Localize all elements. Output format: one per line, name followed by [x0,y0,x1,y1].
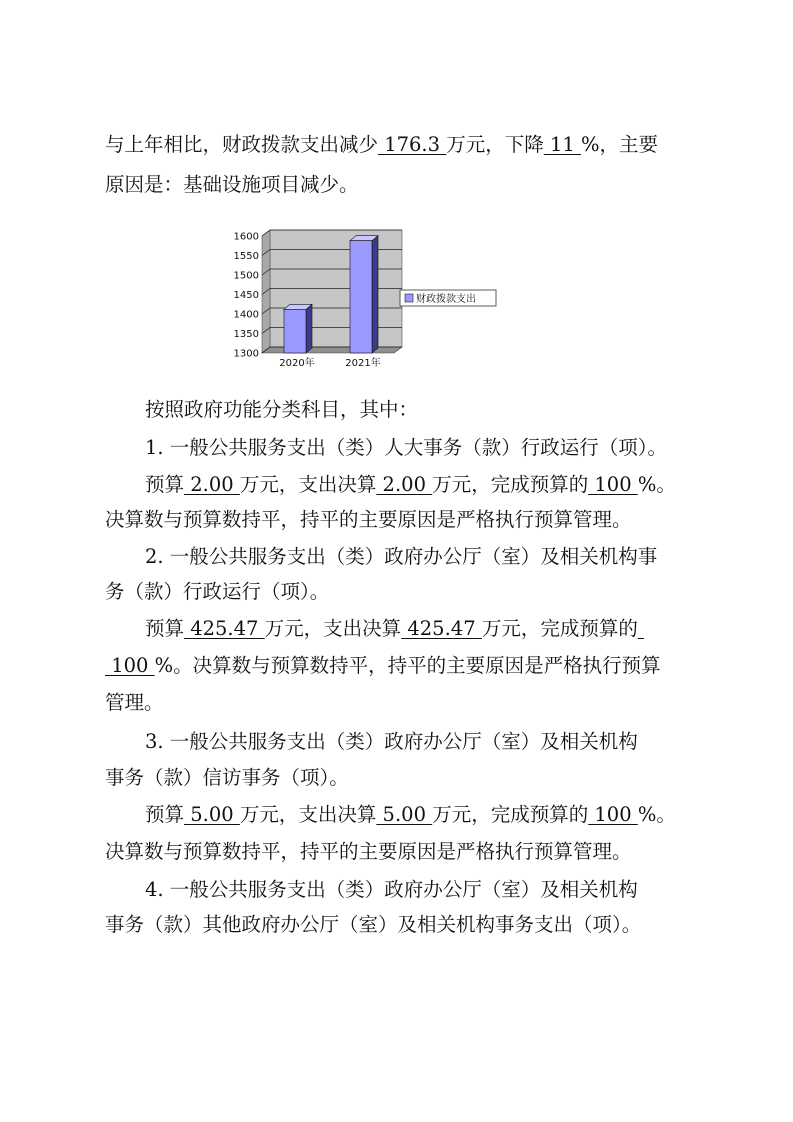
text: %。 [637,473,676,496]
y-tick-label: 1500 [233,270,259,282]
chart-svg [226,220,506,380]
item-2-heading-2: 务（款）行政运行（项）。 [105,580,330,603]
intro-text: 与上年相比，财政拨款支出减少 [105,133,379,156]
final-amount: 2.00 [376,473,433,496]
text: 万元，支出决算 [239,803,377,826]
budget-amount: 5.00 [184,803,240,826]
item-2-reason-end: 管理。 [105,691,164,714]
budget-amount: 425.47 [184,617,265,640]
item-3-budget-line [145,803,705,827]
intro-line-2: 原因是：基础设施项目减少。 [105,173,359,196]
y-tick-label: 1400 [233,309,259,321]
legend-label: 财政拨款支出 [416,294,476,305]
bar [350,241,372,353]
chart-legend [400,290,496,306]
item-3-heading-2: 事务（款）信访事务（项）。 [105,766,349,789]
text: 预算 [145,473,185,496]
intro-line-1 [105,133,705,157]
final-amount: 425.47 [401,617,482,640]
x-tick-label: 2020年 [279,358,315,369]
item-3-heading-1: 3. 一般公共服务支出（类）政府办公厅（室）及相关机构 [145,730,638,753]
x-axis-ticks [279,356,380,369]
text: %。决算数与预算数持平，持平的主要原因是严格执行预算 [154,654,661,677]
intro-text: %，主要 [580,133,659,156]
item-2-heading-1: 2. 一般公共服务支出（类）政府办公厅（室）及相关机构事 [145,545,658,568]
text: 预算 [145,617,185,640]
budget-amount: 2.00 [184,473,240,496]
completion-percent: 100 [588,473,638,496]
plot-area [262,230,402,353]
item-1-budget-line [145,473,705,497]
completion-percent: 100 [105,654,155,677]
y-tick-label: 1350 [233,329,259,340]
y-tick-label: 1600 [233,231,259,243]
bar-side [372,236,378,353]
text: 万元，完成预算的 [432,803,589,826]
decrease-percent: 11 [543,133,581,156]
item-1-heading: 1. 一般公共服务支出（类）人大事务（款）行政运行（项）。 [145,436,668,459]
text: 万元，支出决算 [264,617,402,640]
text: 万元，完成预算的 [481,617,638,640]
intro-text: 万元，下降 [446,133,544,156]
item-1-reason: 决算数与预算数持平，持平的主要原因是严格执行预算管理。 [105,508,632,531]
y-tick-label: 1450 [233,290,259,301]
x-tick-label: 2021年 [345,358,381,369]
item-4-heading-2: 事务（款）其他政府办公厅（室）及相关机构事务支出（项）。 [105,913,642,936]
final-amount: 5.00 [376,803,433,826]
plot-floor [262,347,402,353]
text: %。 [637,803,676,826]
legend-swatch [405,294,413,302]
item-4-heading-1: 4. 一般公共服务支出（类）政府办公厅（室）及相关机构 [145,878,638,901]
text: 预算 [145,803,185,826]
item-3-reason: 决算数与预算数持平，持平的主要原因是严格执行预算管理。 [105,840,632,863]
underline-gap [638,617,644,640]
text: 万元，支出决算 [239,473,377,496]
y-tick-label: 1300 [233,348,259,360]
y-axis-ticks [234,232,259,360]
bar [284,309,306,353]
decrease-amount: 176.3 [378,133,447,156]
item-2-reason [105,654,705,678]
expenditure-bar-chart [226,220,506,380]
text: 万元，完成预算的 [432,473,589,496]
y-tick-label: 1550 [233,251,259,262]
item-2-budget-line [145,617,705,641]
section-intro: 按照政府功能分类科目，其中： [145,398,419,421]
completion-percent: 100 [588,803,638,826]
bar-side [306,304,312,353]
